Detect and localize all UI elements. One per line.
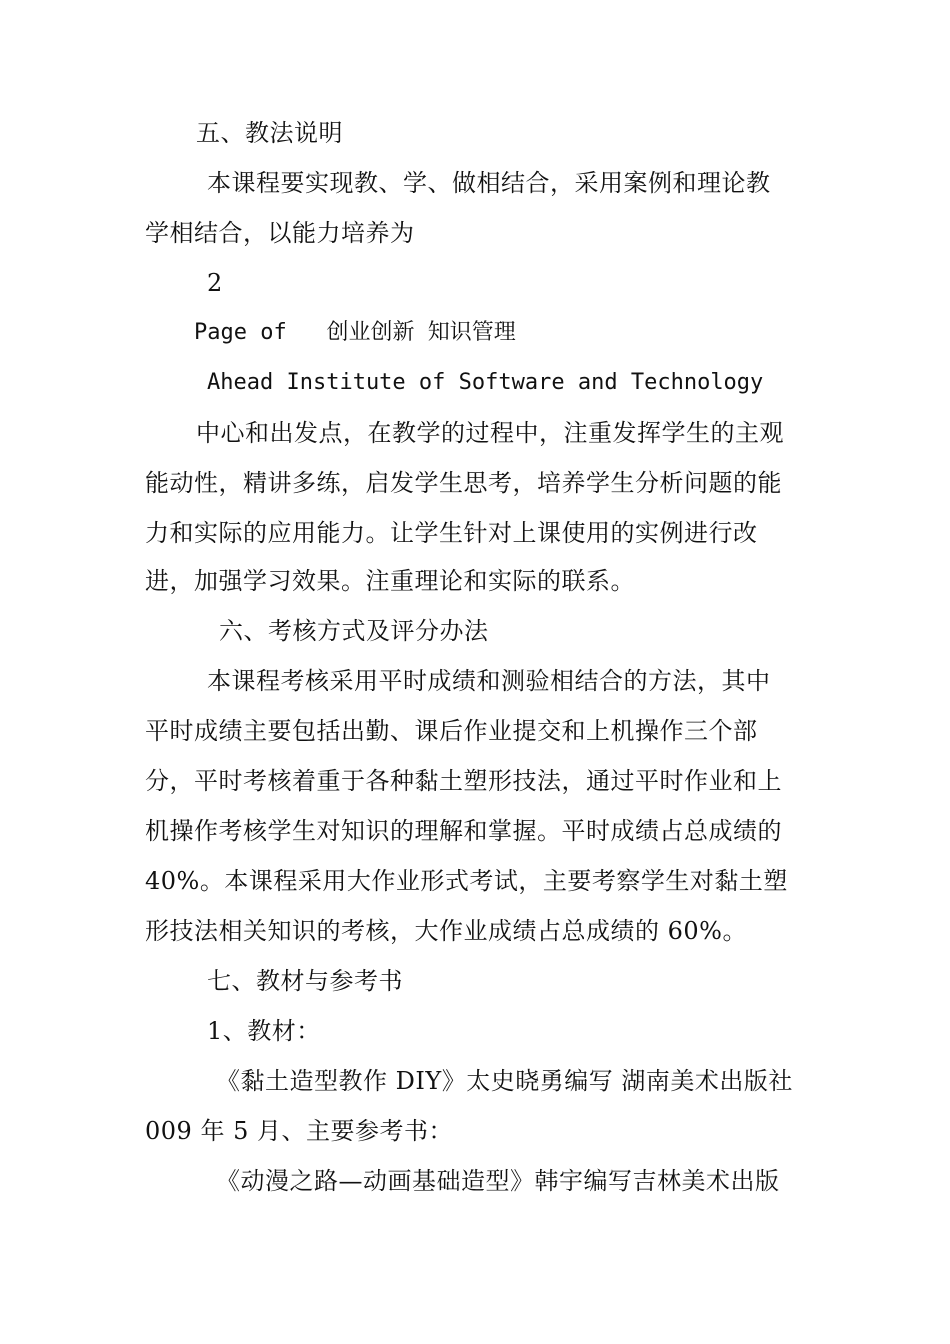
paragraph-line: 本课程考核采用平时成绩和测验相结合的方法，其中 (207, 667, 771, 695)
section-heading-teaching-method: 五、教法说明 (196, 119, 343, 147)
section-heading-textbooks: 七、教材与参考书 (207, 967, 403, 995)
paragraph-line: 机操作考核学生对知识的理解和掌握。平时成绩占总成绩的 (145, 817, 782, 845)
paragraph-line: 009 年 5 月、主要参考书： (145, 1117, 453, 1145)
paragraph-line: 学相结合，以能力培养为 (145, 219, 415, 247)
paragraph-line: 中心和出发点，在教学的过程中，注重发挥学生的主观 (196, 419, 784, 447)
paragraph-line: 分，平时考核着重于各种黏土塑形技法，通过平时作业和上 (145, 767, 782, 795)
section-heading-assessment: 六、考核方式及评分办法 (219, 617, 489, 645)
paragraph-line: 能动性，精讲多练，启发学生思考，培养学生分析问题的能 (145, 469, 782, 497)
list-item-label: 1、教材： (207, 1017, 321, 1045)
page-number: 2 (207, 269, 223, 297)
paragraph-line: 形技法相关知识的考核，大作业成绩占总成绩的 60%。 (145, 917, 747, 945)
paragraph-line: 进，加强学习效果。注重理论和实际的联系。 (145, 567, 635, 595)
paragraph-line: 力和实际的应用能力。让学生针对上课使用的实例进行改 (145, 519, 758, 547)
page-header-institute: Ahead Institute of Software and Technology (207, 370, 764, 395)
paragraph-line: 平时成绩主要包括出勤、课后作业提交和上机操作三个部 (145, 717, 758, 745)
reference-entry: 《动漫之路—动画基础造型》韩宇编写吉林美术出版 (216, 1167, 780, 1195)
textbook-entry: 《黏土造型教作 DIY》太史晓勇编写 湖南美术出版社 (216, 1067, 793, 1095)
page-header-line: Page of 创业创新 知识管理 (194, 320, 516, 345)
paragraph-line: 40%。本课程采用大作业形式考试，主要考察学生对黏土塑 (145, 867, 788, 895)
paragraph-line: 本课程要实现教、学、做相结合，采用案例和理论教 (207, 169, 771, 197)
